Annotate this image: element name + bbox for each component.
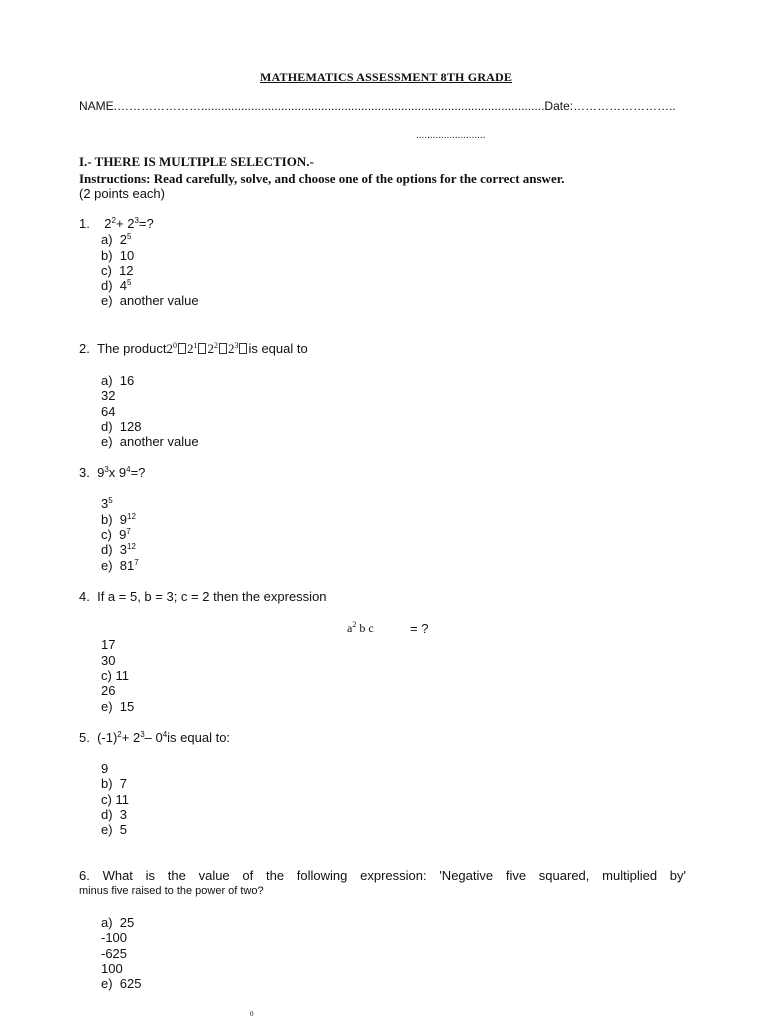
- q5-option-d: d) 3: [101, 807, 128, 822]
- q2-option-d: d) 128: [101, 419, 142, 434]
- q4-option-2: 30: [101, 653, 116, 668]
- q1-option-d: d) $4^5$: [101, 278, 132, 293]
- q6-option-a: a) 25: [101, 915, 135, 930]
- section-heading: I.- THERE IS MULTIPLE SELECTION.-: [79, 154, 314, 169]
- q1-option-b: b) 10: [101, 248, 135, 263]
- q5-option-c: c) 11: [101, 792, 129, 807]
- q3-option-e: e) $81^7$: [101, 558, 139, 573]
- question-2: 2. The $product2^0$ $2^1$ $2^2$ $2^3$ is equal to: [79, 341, 308, 356]
- q5-option-1: 9: [101, 761, 109, 776]
- question-6: 6. What is the value of the following expression: 'Negative five squared, multiplied by': [79, 868, 686, 883]
- unknown-glyph: [219, 343, 227, 354]
- q5-option-b: b) 7: [101, 776, 128, 791]
- q2-option-a: a) 16: [101, 373, 135, 388]
- question-1: 1. $2^2+ 2^3=$?: [79, 216, 154, 231]
- question-5: 5. $(-1)^2+ 2^3-$ $0^4is$ equal to:: [79, 730, 231, 745]
- q6-option-3: -625: [101, 946, 128, 961]
- name-date-line: NAME.………………….......................................................................................................Date:……………………..: [79, 99, 676, 113]
- question-4: 4. If a = 5, b = 3; c = 2 then the expression: [79, 589, 327, 604]
- q4-option-4: 26: [101, 683, 116, 698]
- unknown-glyph: [198, 343, 206, 354]
- q2-option-e: e) another value: [101, 434, 199, 449]
- q1-option-c: c) 12: [101, 263, 134, 278]
- q6-option-2: -100: [101, 930, 128, 945]
- footer-mark: 0: [250, 1010, 254, 1018]
- q4-equals: = ?: [410, 621, 429, 636]
- q3-option-1: $3^5$: [101, 496, 113, 511]
- q4-option-e: e) 15: [101, 699, 135, 714]
- q3-option-c: c) $9^7$: [101, 527, 131, 542]
- q4-option-c: c) 11: [101, 668, 129, 683]
- q3-option-b: b) $9^{12}$: [101, 512, 136, 527]
- q2-option-3: 64: [101, 404, 116, 419]
- dots-line: .........................: [416, 130, 486, 141]
- q6-option-4: 100: [101, 961, 123, 976]
- instructions: Instructions: Read carefully, solve, and choose one of the options for the correct answer.: [79, 171, 565, 186]
- q4-option-1: 17: [101, 637, 116, 652]
- points-note: (2 points each): [79, 186, 165, 201]
- q6-option-e: e) 625: [101, 976, 142, 991]
- unknown-glyph: [178, 343, 186, 354]
- q1-option-e: e) another value: [101, 293, 199, 308]
- question-3: 3. $9^3x$ $9^4=$?: [79, 465, 146, 480]
- q3-option-d: d) $3^{12}$: [101, 542, 136, 557]
- unknown-glyph: [239, 343, 247, 354]
- q5-option-e: e) 5: [101, 822, 128, 837]
- q4-expression: $a^2$ b c: [347, 620, 374, 635]
- page-title: MATHEMATICS ASSESSMENT 8TH GRADE: [260, 70, 513, 84]
- q1-option-a: a) $2^5$: [101, 232, 132, 247]
- q2-option-2: 32: [101, 388, 116, 403]
- question-6-line-2: minus five raised to the power of two?: [79, 885, 264, 897]
